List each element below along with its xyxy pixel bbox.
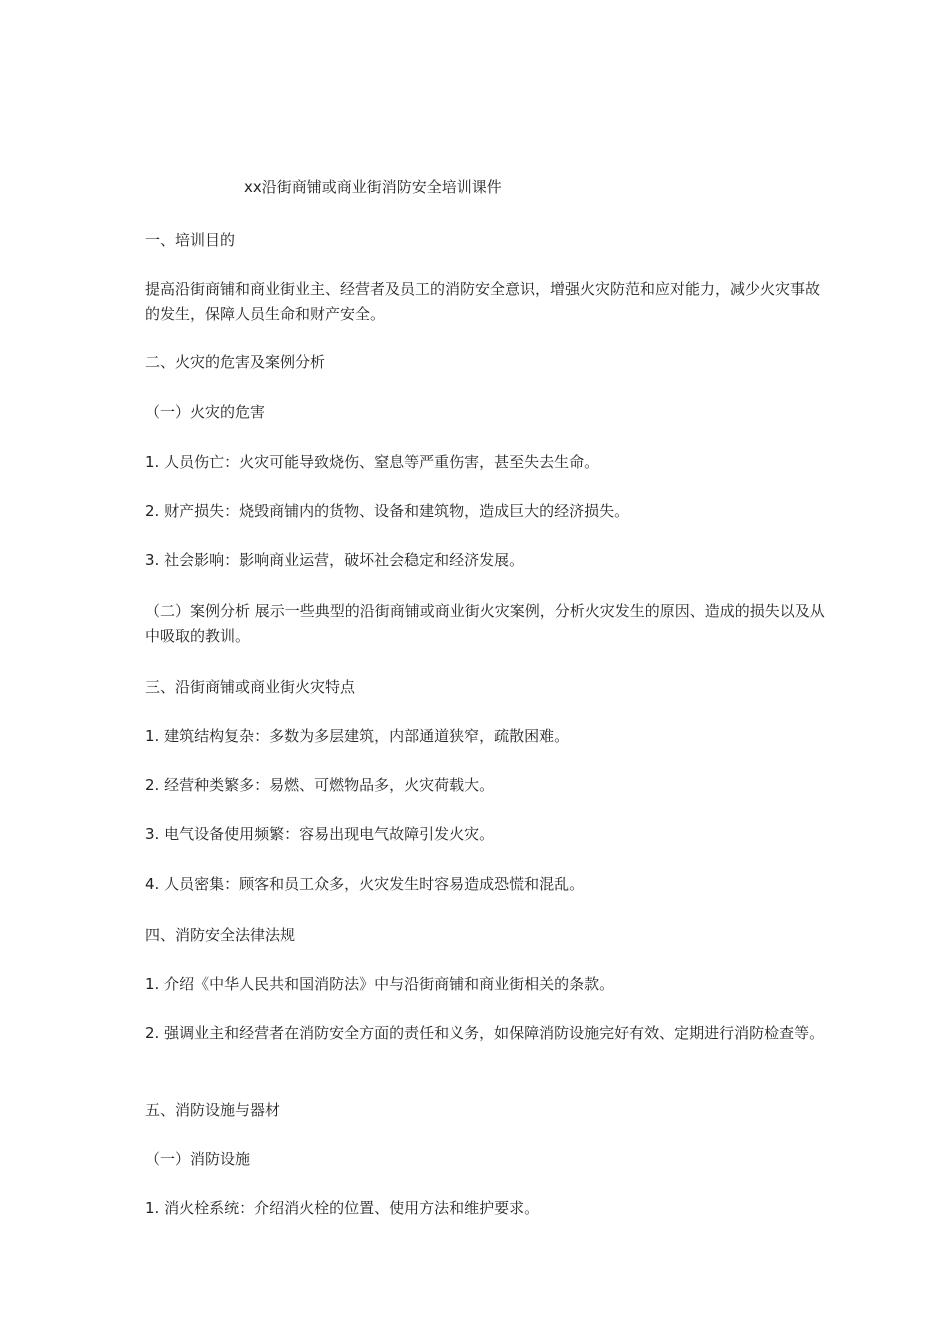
section-heading-objective: 一、培训目的 [145,231,236,249]
paragraph-case-analysis: （二）案例分析 展示一些典型的沿街商铺或商业街火灾案例，分析火灾发生的原因、造成的损失以及从中吸取的教训。 [145,602,825,645]
list-item: 1. 建筑结构复杂：多数为多层建筑，内部通道狭窄，疏散困难。 [145,727,570,745]
subsection-heading-facilities: （一）消防设施 [145,1150,251,1168]
list-item: 1. 消火栓系统：介绍消火栓的位置、使用方法和维护要求。 [145,1199,540,1217]
list-item: 2. 经营种类繁多：易燃、可燃物品多，火灾荷载大。 [145,776,495,794]
list-item: 1. 介绍《中华人民共和国消防法》中与沿街商铺和商业街相关的条款。 [145,975,615,993]
section-heading-fire-features: 三、沿街商铺或商业街火灾特点 [145,678,356,696]
section-heading-hazards: 二、火灾的危害及案例分析 [145,353,326,371]
document-title: xx沿街商铺或商业街消防安全培训课件 [244,178,502,196]
paragraph-objective: 提高沿街商铺和商业街业主、经营者及员工的消防安全意识，增强火灾防范和应对能力，减少火灾事故的发生，保障人员生命和财产安全。 [145,280,821,323]
section-heading-facilities: 五、消防设施与器材 [145,1101,281,1119]
list-item: 2. 财产损失：烧毁商铺内的货物、设备和建筑物，造成巨大的经济损失。 [145,502,630,520]
list-item: 2. 强调业主和经营者在消防安全方面的责任和义务，如保障消防设施完好有效、定期进行消防检查等。 [145,1024,825,1042]
list-item: 3. 电气设备使用频繁：容易出现电气故障引发火灾。 [145,825,495,843]
list-item: 3. 社会影响：影响商业运营，破坏社会稳定和经济发展。 [145,551,525,569]
list-item: 4. 人员密集：顾客和员工众多，火灾发生时容易造成恐慌和混乱。 [145,875,585,893]
subsection-heading-hazards: （一）火灾的危害 [145,403,266,421]
list-item: 1. 人员伤亡：火灾可能导致烧伤、窒息等严重伤害，甚至失去生命。 [145,453,600,471]
section-heading-laws: 四、消防安全法律法规 [145,926,296,944]
